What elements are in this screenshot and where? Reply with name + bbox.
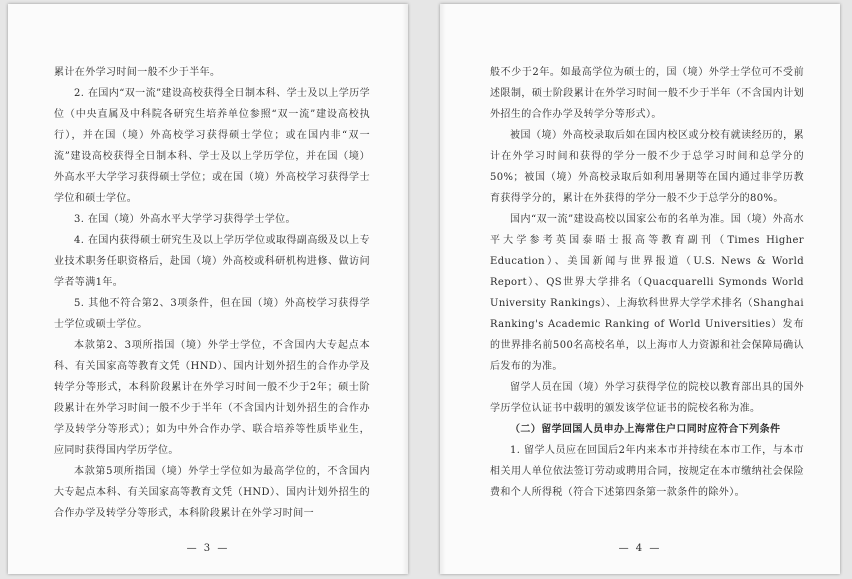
paragraph: 1. 留学人员应在回国后2年内来本市并持续在本市工作，与本市相关用人单位依法签订劳动或聘用合同，按规定在本市缴纳社会保险费和个人所得税（符合下述第四条第一款条件的除外）。 [490, 445, 804, 498]
paragraph: 国内“双一流”建设高校以国家公布的名单为准。国（境）外高水平大学参考英国泰晤士报高等教育副刊（Times Higher Education）、美国新闻与世界报道（U.S. News & World Report）、QS世界大学排名（Quacquarelli Symonds World University Rankings）、上海软科世界大学学术排名（Shanghai Ranking's Academic Ranking of World Universities）发布的世界排名前500名高校名单，以上海市人力资源和社会保障局确认后发布的为准。 [490, 214, 804, 372]
page-edge-shadow [402, 4, 408, 574]
page-number: — 4 — [618, 543, 662, 554]
page-number: — 3 — [186, 543, 230, 554]
paragraph: 留学人员在国（境）外学习获得学位的院校以教育部出具的国外学历学位认证书中载明的颁发该学位证书的院校名称为准。 [490, 382, 804, 414]
page-body [54, 62, 370, 524]
paragraph: 5. 其他不符合第2、3项条件，但在国（境）外高校学习获得学士学位或硕士学位。 [54, 298, 370, 330]
paragraph: 本款第2、3项所指国（境）外学士学位，不含国内大专起点本科、有关国家高等教育文凭（HND）、国内计划外招生的合作办学及转学分等形式，本科阶段累计在外学习时间一般不少于2年；硕士阶段累计在外学习时间一般不少于半年（不含国内计划外招生的合作办学及转学分等形式）；如为中外合作办学、联合培养等性质毕业生，应同时获得国内学历学位。 [54, 340, 370, 456]
paragraph: 4. 在国内获得硕士研究生及以上学历学位或取得副高级及以上专业技术职务任职资格后，赴国（境）外高校或科研机构进修、做访问学者等满1年。 [54, 235, 370, 288]
page-body [490, 62, 804, 503]
document-page-left [8, 4, 408, 574]
paragraph: 被国（境）外高校录取后如在国内校区或分校有就读经历的，累计在外学习时间和获得的学分一般不少于总学习时间和总学分的50%；被国（境）外高校录取后如利用暑期等在国内通过非学历教育获得学分的，累计在外获得的学分一般不少于总学分的80%。 [490, 130, 804, 204]
paragraph: 本款第5项所指国（境）外学士学位如为最高学位的，不含国内大专起点本科、有关国家高等教育文凭（HND）、国内计划外招生的合作办学及转学分等形式，本科阶段累计在外学习时间一 [54, 466, 370, 519]
paragraph: 2. 在国内“双一流”建设高校获得全日制本科、学士及以上学历学位（中央直属及中科院各研究生培养单位参照“双一流”建设高校执行），并在国（境）外高校学习获得硕士学位；或在国内非“双一流”建设高校获得全日制本科、学士及以上学历学位，并在国（境）外高水平大学学习获得硕士学位；或在国（境）外高校学习获得学士学位和硕士学位。 [54, 88, 370, 204]
section-heading: （二）留学回国人员申办上海常住户口同时应符合下列条件 [510, 424, 781, 435]
paragraph: 累计在外学习时间一般不少于半年。 [54, 67, 221, 78]
page-edge-shadow [440, 4, 446, 574]
paragraph: 3. 在国（境）外高水平大学学习获得学士学位。 [74, 214, 296, 225]
document-page-right [440, 4, 840, 574]
paragraph: 般不少于2年。如最高学位为硕士的，国（境）外学士学位可不受前述限制，硕士阶段累计在外学习时间一般不少于半年（不含国内计划外招生的合作办学及转学分等形式）。 [490, 67, 804, 120]
